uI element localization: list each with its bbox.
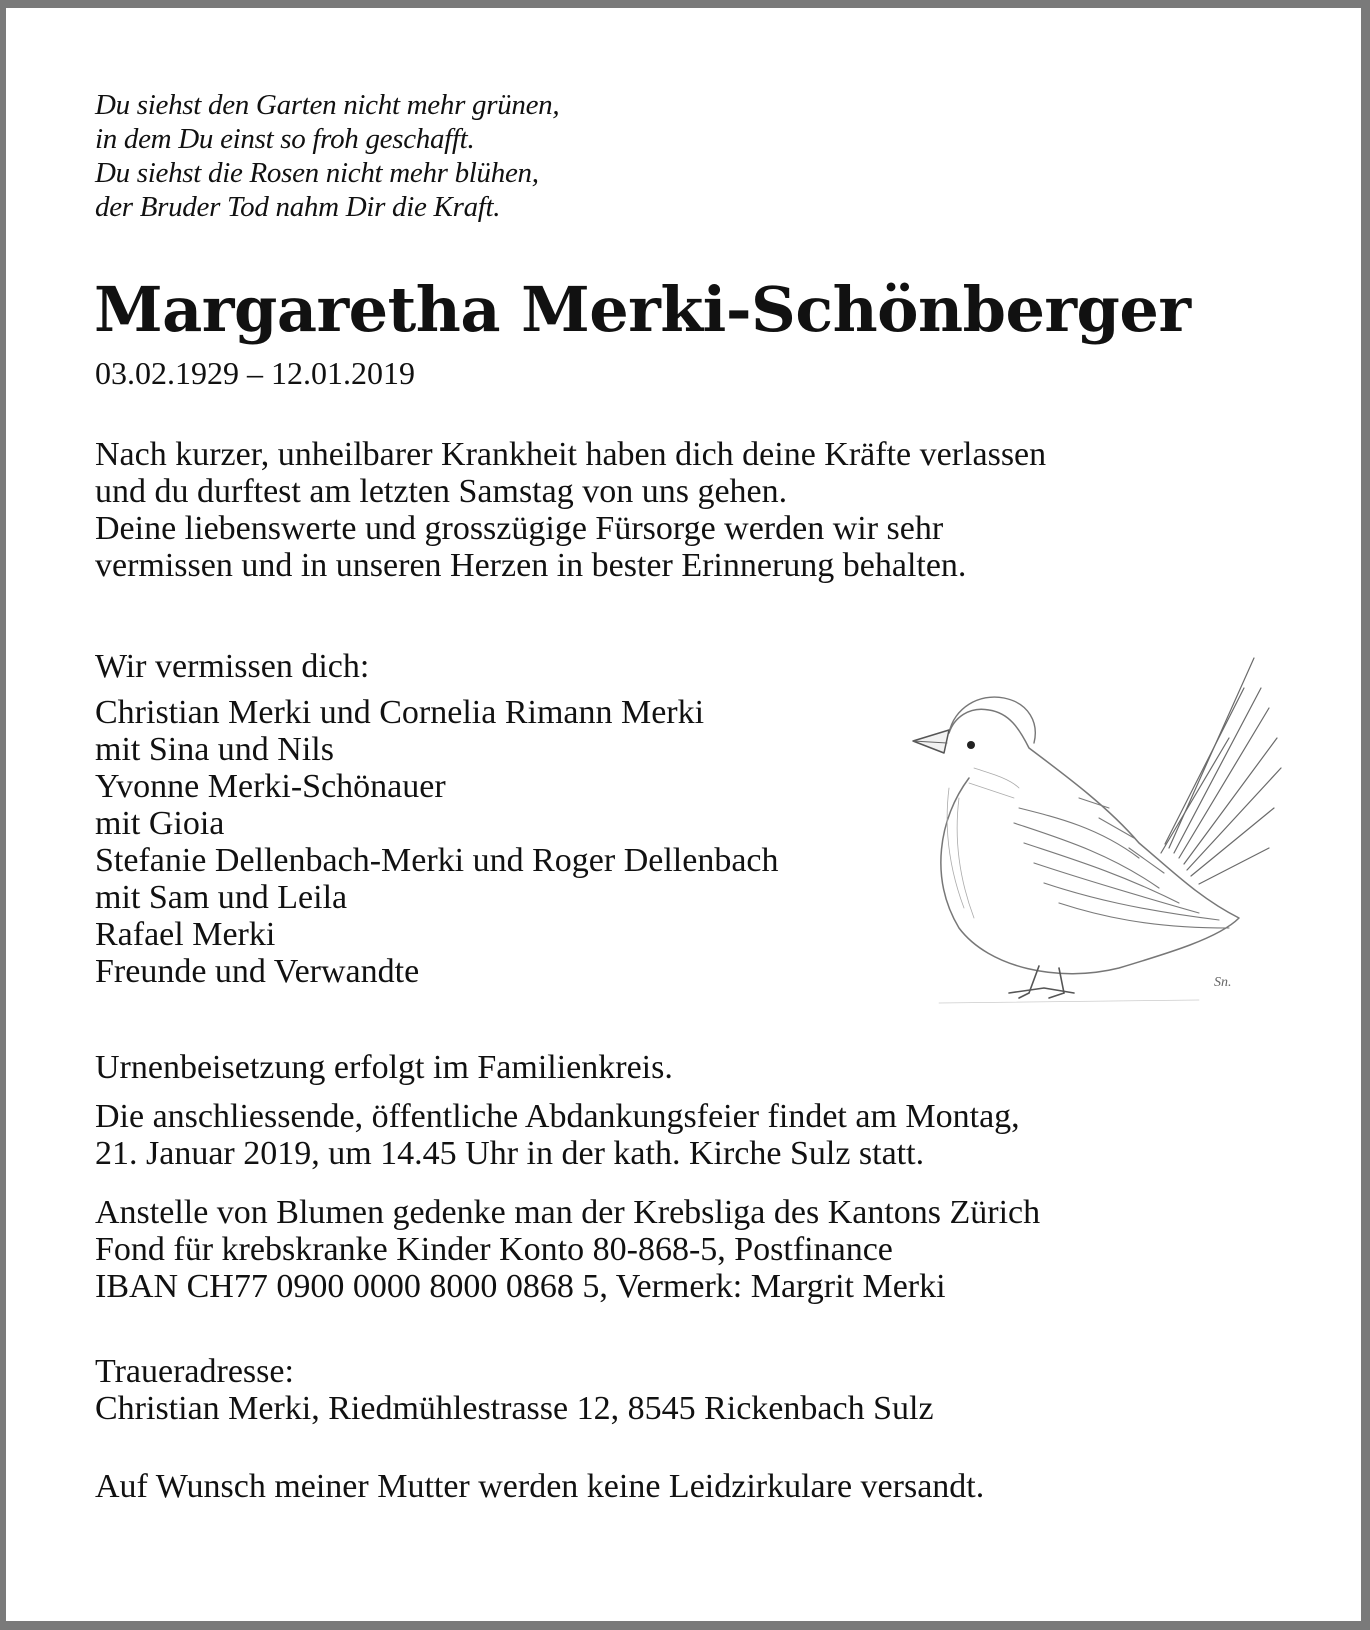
mourner-line: mit Sina und Nils <box>95 731 334 768</box>
address-label: Traueradresse: <box>95 1353 294 1390</box>
donation-line: Anstelle von Blumen gedenke man der Krebsliga des Kantons Zürich <box>95 1194 1041 1231</box>
poem <box>95 88 559 224</box>
sparrow-illustration <box>899 648 1299 1018</box>
donation-line: IBAN CH77 0900 0000 8000 0868 5, Vermerk: Margrit Merki <box>95 1268 946 1305</box>
ceremony-line: Die anschliessende, öffentliche Abdankungsfeier findet am Montag, <box>95 1098 1020 1135</box>
poem-line: Du siehst die Rosen nicht mehr blühen, <box>95 157 539 189</box>
mourner-line: Rafael Merki <box>95 916 276 953</box>
mourner-line: mit Gioia <box>95 805 225 842</box>
mourner-line: mit Sam und Leila <box>95 879 348 916</box>
artist-signature: Sn. <box>1214 975 1232 990</box>
mourners-list <box>95 694 779 990</box>
intro-line: Deine liebenswerte und grosszügige Fürsorge werden wir sehr <box>95 510 944 547</box>
mourner-line: Freunde und Verwandte <box>95 953 420 990</box>
poem-line: der Bruder Tod nahm Dir die Kraft. <box>95 191 501 223</box>
intro-line: vermissen und in unseren Herzen in bester Erinnerung behalten. <box>95 547 967 584</box>
mourning-address: Christian Merki, Riedmühlestrasse 12, 8545 Rickenbach Sulz <box>95 1390 934 1427</box>
donation-line: Fond für krebskranke Kinder Konto 80-868-5, Postfinance <box>95 1231 893 1268</box>
intro-line: und du durftest am letzten Samstag von uns gehen. <box>95 473 788 510</box>
obituary-page <box>6 8 1361 1621</box>
life-dates: 03.02.1929 – 12.01.2019 <box>95 355 415 391</box>
intro-line: Nach kurzer, unheilbarer Krankheit haben dich deine Kräfte verlassen <box>95 436 1047 473</box>
ceremony-line: 21. Januar 2019, um 14.45 Uhr in der kath. Kirche Sulz statt. <box>95 1135 925 1172</box>
ceremony-note <box>95 1098 1020 1172</box>
mourner-line: Stefanie Dellenbach-Merki und Roger Dellenbach <box>95 842 779 879</box>
intro-paragraph <box>95 436 1046 584</box>
closing-note: Auf Wunsch meiner Mutter werden keine Leidzirkulare versandt. <box>95 1468 985 1505</box>
mourner-line: Christian Merki und Cornelia Rimann Merki <box>95 694 705 731</box>
poem-line: Du siehst den Garten nicht mehr grünen, <box>95 89 560 121</box>
burial-note: Urnenbeisetzung erfolgt im Familienkreis. <box>95 1049 673 1086</box>
donation-note <box>95 1194 1040 1305</box>
mourner-line: Yvonne Merki-Schönauer <box>95 768 446 805</box>
mourners-heading: Wir vermissen dich: <box>95 648 370 685</box>
deceased-name: Margaretha Merki-Schönberger <box>94 273 1191 346</box>
poem-line: in dem Du einst so froh geschafft. <box>95 123 475 155</box>
